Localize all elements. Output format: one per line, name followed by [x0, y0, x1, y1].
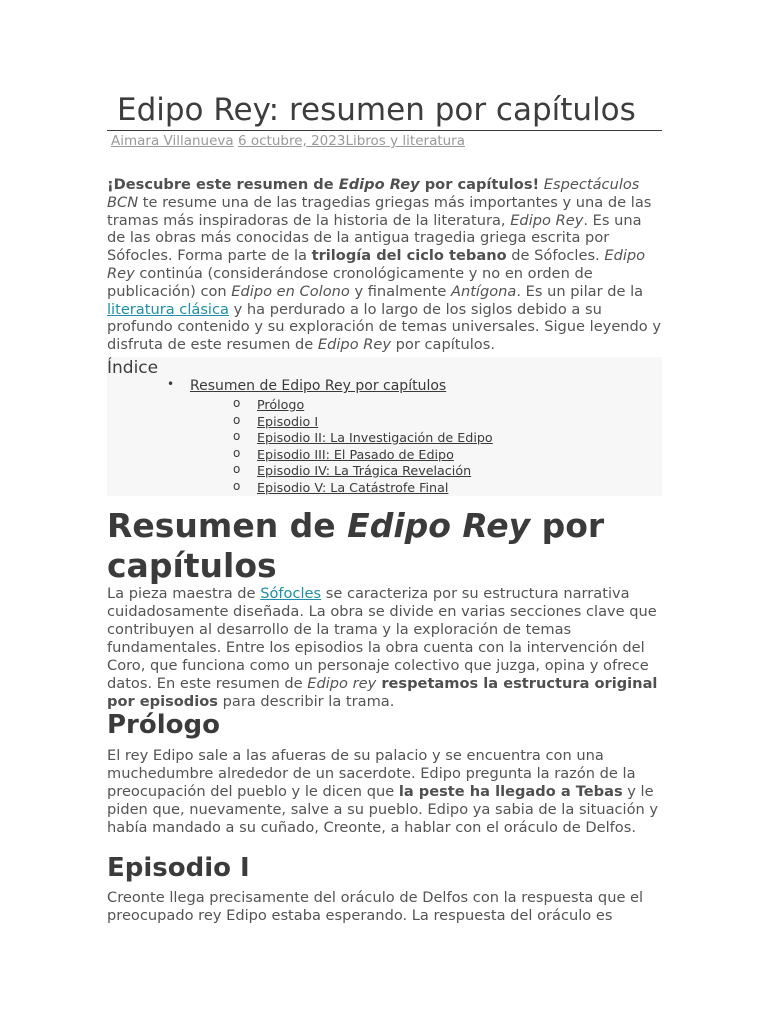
- episodio-1-heading: Episodio I: [107, 853, 250, 883]
- sofocles-link[interactable]: Sófocles: [260, 585, 322, 602]
- intro-lead: ¡Descubre este resumen de: [107, 176, 339, 193]
- toc-link-resumen[interactable]: Resumen de Edipo Rey por capítulos: [190, 378, 447, 394]
- page-title: Edipo Rey: resumen por capítulos: [117, 92, 636, 128]
- intro-paragraph: [107, 176, 663, 354]
- literatura-clasica-link[interactable]: literatura clásica: [107, 300, 229, 318]
- paragraph-text: El rey Edipo sale a las afueras de su palacio y se encuentra con una muchedumbre alrededor de un sacerdote. Edipo pregunta la razón de la preocupación del pueblo y le dicen que: [107, 747, 636, 800]
- toc-link-prologo[interactable]: Prólogo: [257, 397, 305, 412]
- heading-text: por capítulos: [107, 506, 605, 585]
- intro-title-ref: Edipo Rey: [107, 247, 646, 282]
- prologo-heading: Prólogo: [107, 710, 220, 740]
- title-divider: [107, 130, 662, 131]
- intro-text: y finalmente: [349, 282, 451, 300]
- circle-bullet-icon: o: [233, 429, 241, 443]
- paragraph-text: La pieza maestra de: [107, 585, 261, 602]
- paragraph-text: para describir la trama.: [217, 693, 395, 710]
- intro-lead-end: por capítulos!: [419, 176, 540, 193]
- intro-text: y ha perdurado a lo largo de los siglos debido a su profundo contenido y su exploración de temas universales. Sigue leyendo y disfruta de este resumen de: [107, 300, 662, 354]
- intro-lead-title: Edipo Rey: [338, 176, 420, 193]
- intro-text: continúa (considerándose cronológicamente y no en orden de publicación) con: [107, 264, 593, 300]
- table-of-contents: [107, 357, 662, 496]
- circle-bullet-icon: o: [233, 396, 241, 410]
- article-meta: [111, 133, 465, 149]
- toc-link-episodio-5[interactable]: Episodio V: La Catástrofe Final: [257, 480, 449, 495]
- intro-text: por capítulos.: [391, 336, 495, 354]
- paragraph-text: Creonte llega precisamente del oráculo de Delfos con la respuesta que el preocupado rey Edipo estaba esperando. La respuesta del oráculo es: [107, 889, 644, 924]
- section-heading: [107, 506, 667, 586]
- circle-bullet-icon: o: [233, 462, 241, 476]
- intro-title-ref: Antígona: [450, 282, 517, 300]
- paragraph-text: se caracteriza por su estructura narrativa cuidadosamente diseñada. La obra se divide en varias secciones clave que contribuyen al desarrollo de la trama y la exploración de temas fundamentales. Entre los episodios la obra cuenta con la intervención del Coro, que funciona como un personaje colectivo que juzga, opina y ofrece datos. En este resumen de: [107, 585, 657, 692]
- paragraph-text: y le piden que, nuevamente, salve a su pueblo. Edipo ya sabia de la situación y había mandado a su cuñado, Creonte, a hablar con el oráculo de Delfos.: [107, 783, 659, 836]
- toc-link-episodio-3[interactable]: Episodio III: El Pasado de Edipo: [257, 447, 454, 462]
- intro-title-ref: Edipo en Colono: [231, 282, 350, 300]
- toc-title: Índice: [107, 358, 159, 378]
- date-link[interactable]: 6 octubre, 2023: [237, 133, 346, 149]
- paragraph-emphasis: la peste ha llegado a Tebas: [398, 783, 623, 800]
- intro-text: de Sófocles.: [506, 247, 605, 265]
- bullet-icon: •: [167, 377, 175, 391]
- section-paragraph: [107, 585, 663, 711]
- intro-text: . Es un pilar de la: [516, 282, 644, 300]
- category-link[interactable]: Libros y literatura: [345, 133, 466, 149]
- circle-bullet-icon: o: [233, 446, 241, 460]
- author-link[interactable]: Aimara Villanueva: [111, 133, 234, 149]
- intro-title-ref: Edipo Rey: [317, 336, 392, 354]
- heading-title: Edipo Rey: [347, 506, 531, 545]
- intro-text: . Es una de las obras más conocidas de la antigua tragedia griega escrita por Sófocles. Forma parte de la: [107, 211, 642, 265]
- toc-link-episodio-4[interactable]: Episodio IV: La Trágica Revelación: [257, 463, 472, 478]
- paragraph-title-ref: Edipo rey: [307, 675, 377, 692]
- toc-link-episodio-1[interactable]: Episodio I: [257, 414, 319, 429]
- circle-bullet-icon: o: [233, 479, 241, 493]
- intro-brand: Espectáculos BCN: [107, 176, 640, 211]
- heading-text: Resumen de: [107, 506, 348, 545]
- episodio-1-paragraph: [107, 889, 663, 925]
- circle-bullet-icon: o: [233, 413, 241, 427]
- prologo-paragraph: [107, 747, 663, 837]
- toc-link-episodio-2[interactable]: Episodio II: La Investigación de Edipo: [257, 430, 493, 445]
- paragraph-emphasis: respetamos la estructura original por episodios: [107, 675, 658, 710]
- intro-trilogy: trilogía del ciclo tebano: [311, 247, 507, 265]
- intro-title-ref: Edipo Rey: [510, 211, 584, 229]
- intro-text: te resume una de las tragedias griegas más importantes y una de las tramas más inspiradoras de la historia de la literatura,: [107, 193, 652, 229]
